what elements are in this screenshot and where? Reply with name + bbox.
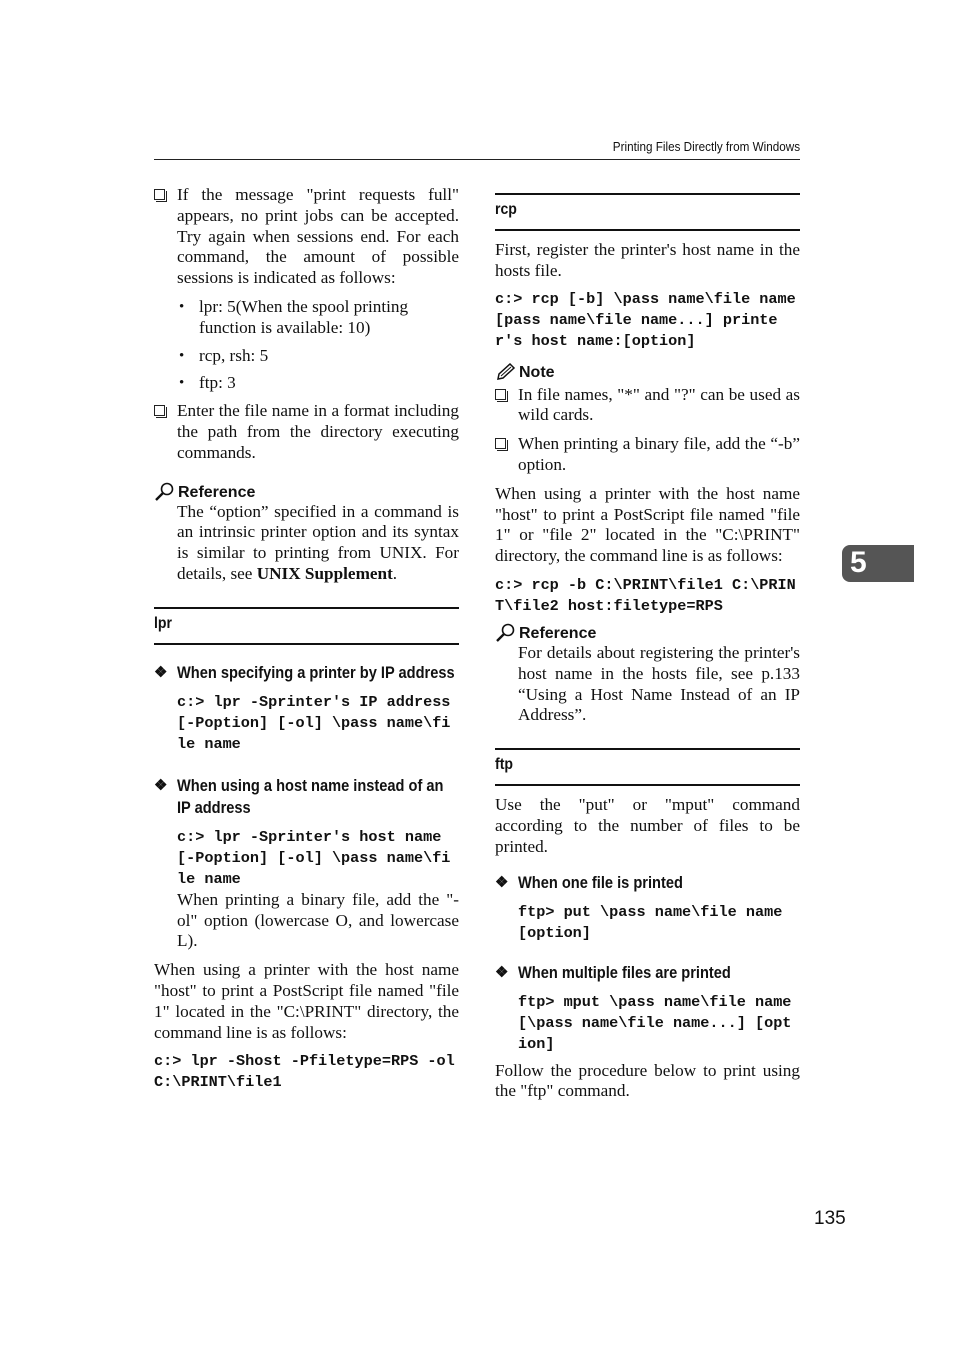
reference-heading — [495, 621, 800, 643]
section-title: lpr — [154, 614, 172, 632]
running-title: Printing Files Directly from Windows — [612, 139, 800, 154]
note-heading — [495, 360, 800, 382]
note-text: In file names, "*" and "?" can be used as wild cards. — [518, 384, 800, 425]
subsection-heading — [154, 662, 459, 684]
diamond-icon: ❖ — [495, 963, 509, 981]
checkbox-icon — [495, 389, 506, 400]
pencil-icon — [495, 362, 517, 382]
left-column — [154, 185, 459, 1093]
subsection-title: When specifying a printer by IP address — [177, 662, 455, 682]
note-label: Note — [519, 363, 555, 381]
code-block: ftp> put \pass name\file name [option] — [518, 902, 783, 942]
section-heading-lpr — [154, 607, 459, 645]
checkbox-note — [154, 401, 459, 463]
list-item — [154, 373, 459, 394]
note-text: Enter the file name in a format including the path from the directory executing commands. — [177, 401, 459, 462]
paragraph: First, register the printer's host name in the hosts file. — [495, 240, 800, 280]
subsection-title: When using a host name instead of an IP address — [177, 775, 444, 817]
code-block: c:> lpr -Sprinter's host name [-Poption] [-ol] \pass name\file name — [177, 827, 451, 888]
list-item-text: rcp, rsh: 5 — [199, 345, 269, 365]
section-title: ftp — [495, 756, 513, 774]
section-heading-rcp — [495, 193, 800, 231]
chapter-tab — [842, 545, 914, 582]
diamond-icon: ❖ — [154, 663, 168, 681]
note-text: If the message "print requests full" appears, no print jobs can be accepted. Try again when sessions end. For each command, the amount of possible sessions is indicated as follows: — [177, 185, 459, 288]
paragraph: When using a printer with the host name "host" to print a PostScript file named "file 1" or "file 2" located in the "C:\PRINT" directory, the command line is as follows: — [495, 483, 800, 566]
reference-heading — [154, 480, 459, 502]
reference-text: For details about registering the printer's host name in the hosts file, see p.133 “Using a Host Name Instead of an IP Address”. — [518, 642, 800, 725]
reference-text — [154, 502, 459, 585]
reference-text-part: The “option” specified in a command is an intrinsic printer option and its syntax is similar to printing from UNIX. For details, see — [177, 501, 459, 583]
paragraph: Use the "put" or "mput" command according to the number of files to be printed. — [495, 795, 800, 856]
chapter-number: 5 — [850, 546, 867, 579]
paragraph: Follow the procedure below to print using the "ftp" command. — [495, 1060, 800, 1101]
reference-label: Reference — [519, 624, 597, 642]
list-item-text: lpr: 5(When the spool printing function is available: 10) — [199, 296, 409, 337]
checkbox-note — [495, 385, 800, 427]
list-item — [154, 346, 459, 367]
reference-link-text: UNIX Supplement — [256, 563, 393, 583]
checkbox-note — [154, 185, 459, 289]
reference-label: Reference — [178, 483, 256, 501]
running-header — [154, 139, 800, 160]
diamond-icon: ❖ — [154, 776, 168, 794]
code-block: c:> rcp -b C:\PRINT\file1 C:\PRINT\file2 host:filetype=RPS — [495, 575, 796, 615]
code-block: c:> lpr -Shost -Pfiletype=RPS -ol C:\PRINT\file1 — [154, 1052, 455, 1092]
checkbox-icon — [154, 189, 165, 200]
subsection-title: When one file is printed — [518, 872, 683, 892]
code-block: c:> rcp [-b] \pass name\file name [pass name\file name...] printer's host name:[option] — [495, 289, 796, 350]
subsection-heading — [495, 962, 800, 984]
subsection-heading — [495, 872, 800, 894]
section-heading-ftp — [495, 748, 800, 786]
checkbox-icon — [154, 405, 165, 416]
code-block: c:> lpr -Sprinter's IP address [-Poption] [-ol] \pass name\file name — [177, 692, 451, 753]
checkbox-icon — [495, 438, 506, 449]
bullet-icon: • — [179, 298, 185, 315]
list-item-text: ftp: 3 — [199, 373, 236, 393]
subsection-title: When multiple files are printed — [518, 962, 731, 982]
right-column — [495, 193, 800, 1102]
note-text: When printing a binary file, add the “-b” option. — [518, 434, 800, 474]
subsection-heading — [154, 775, 459, 819]
magnifier-icon — [154, 482, 176, 502]
list-item — [154, 297, 459, 339]
section-title: rcp — [495, 201, 517, 218]
magnifier-icon — [495, 623, 517, 643]
checkbox-note — [495, 434, 800, 476]
code-block: ftp> mput \pass name\file name [\pass name\file name...] [option] — [518, 992, 792, 1053]
binary-note: When printing a binary file, add the "-ol" option (lowercase O, and lowercase L). — [177, 889, 459, 951]
page-number: 135 — [814, 1208, 846, 1229]
bullet-icon: • — [179, 375, 185, 392]
bullet-icon: • — [179, 347, 185, 364]
reference-text-end: . — [392, 563, 398, 583]
paragraph: When using a printer with the host name "host" to print a PostScript file named "file 1" located in the "C:\PRINT" directory, the command line is as follows: — [154, 960, 459, 1042]
diamond-icon: ❖ — [495, 873, 509, 891]
